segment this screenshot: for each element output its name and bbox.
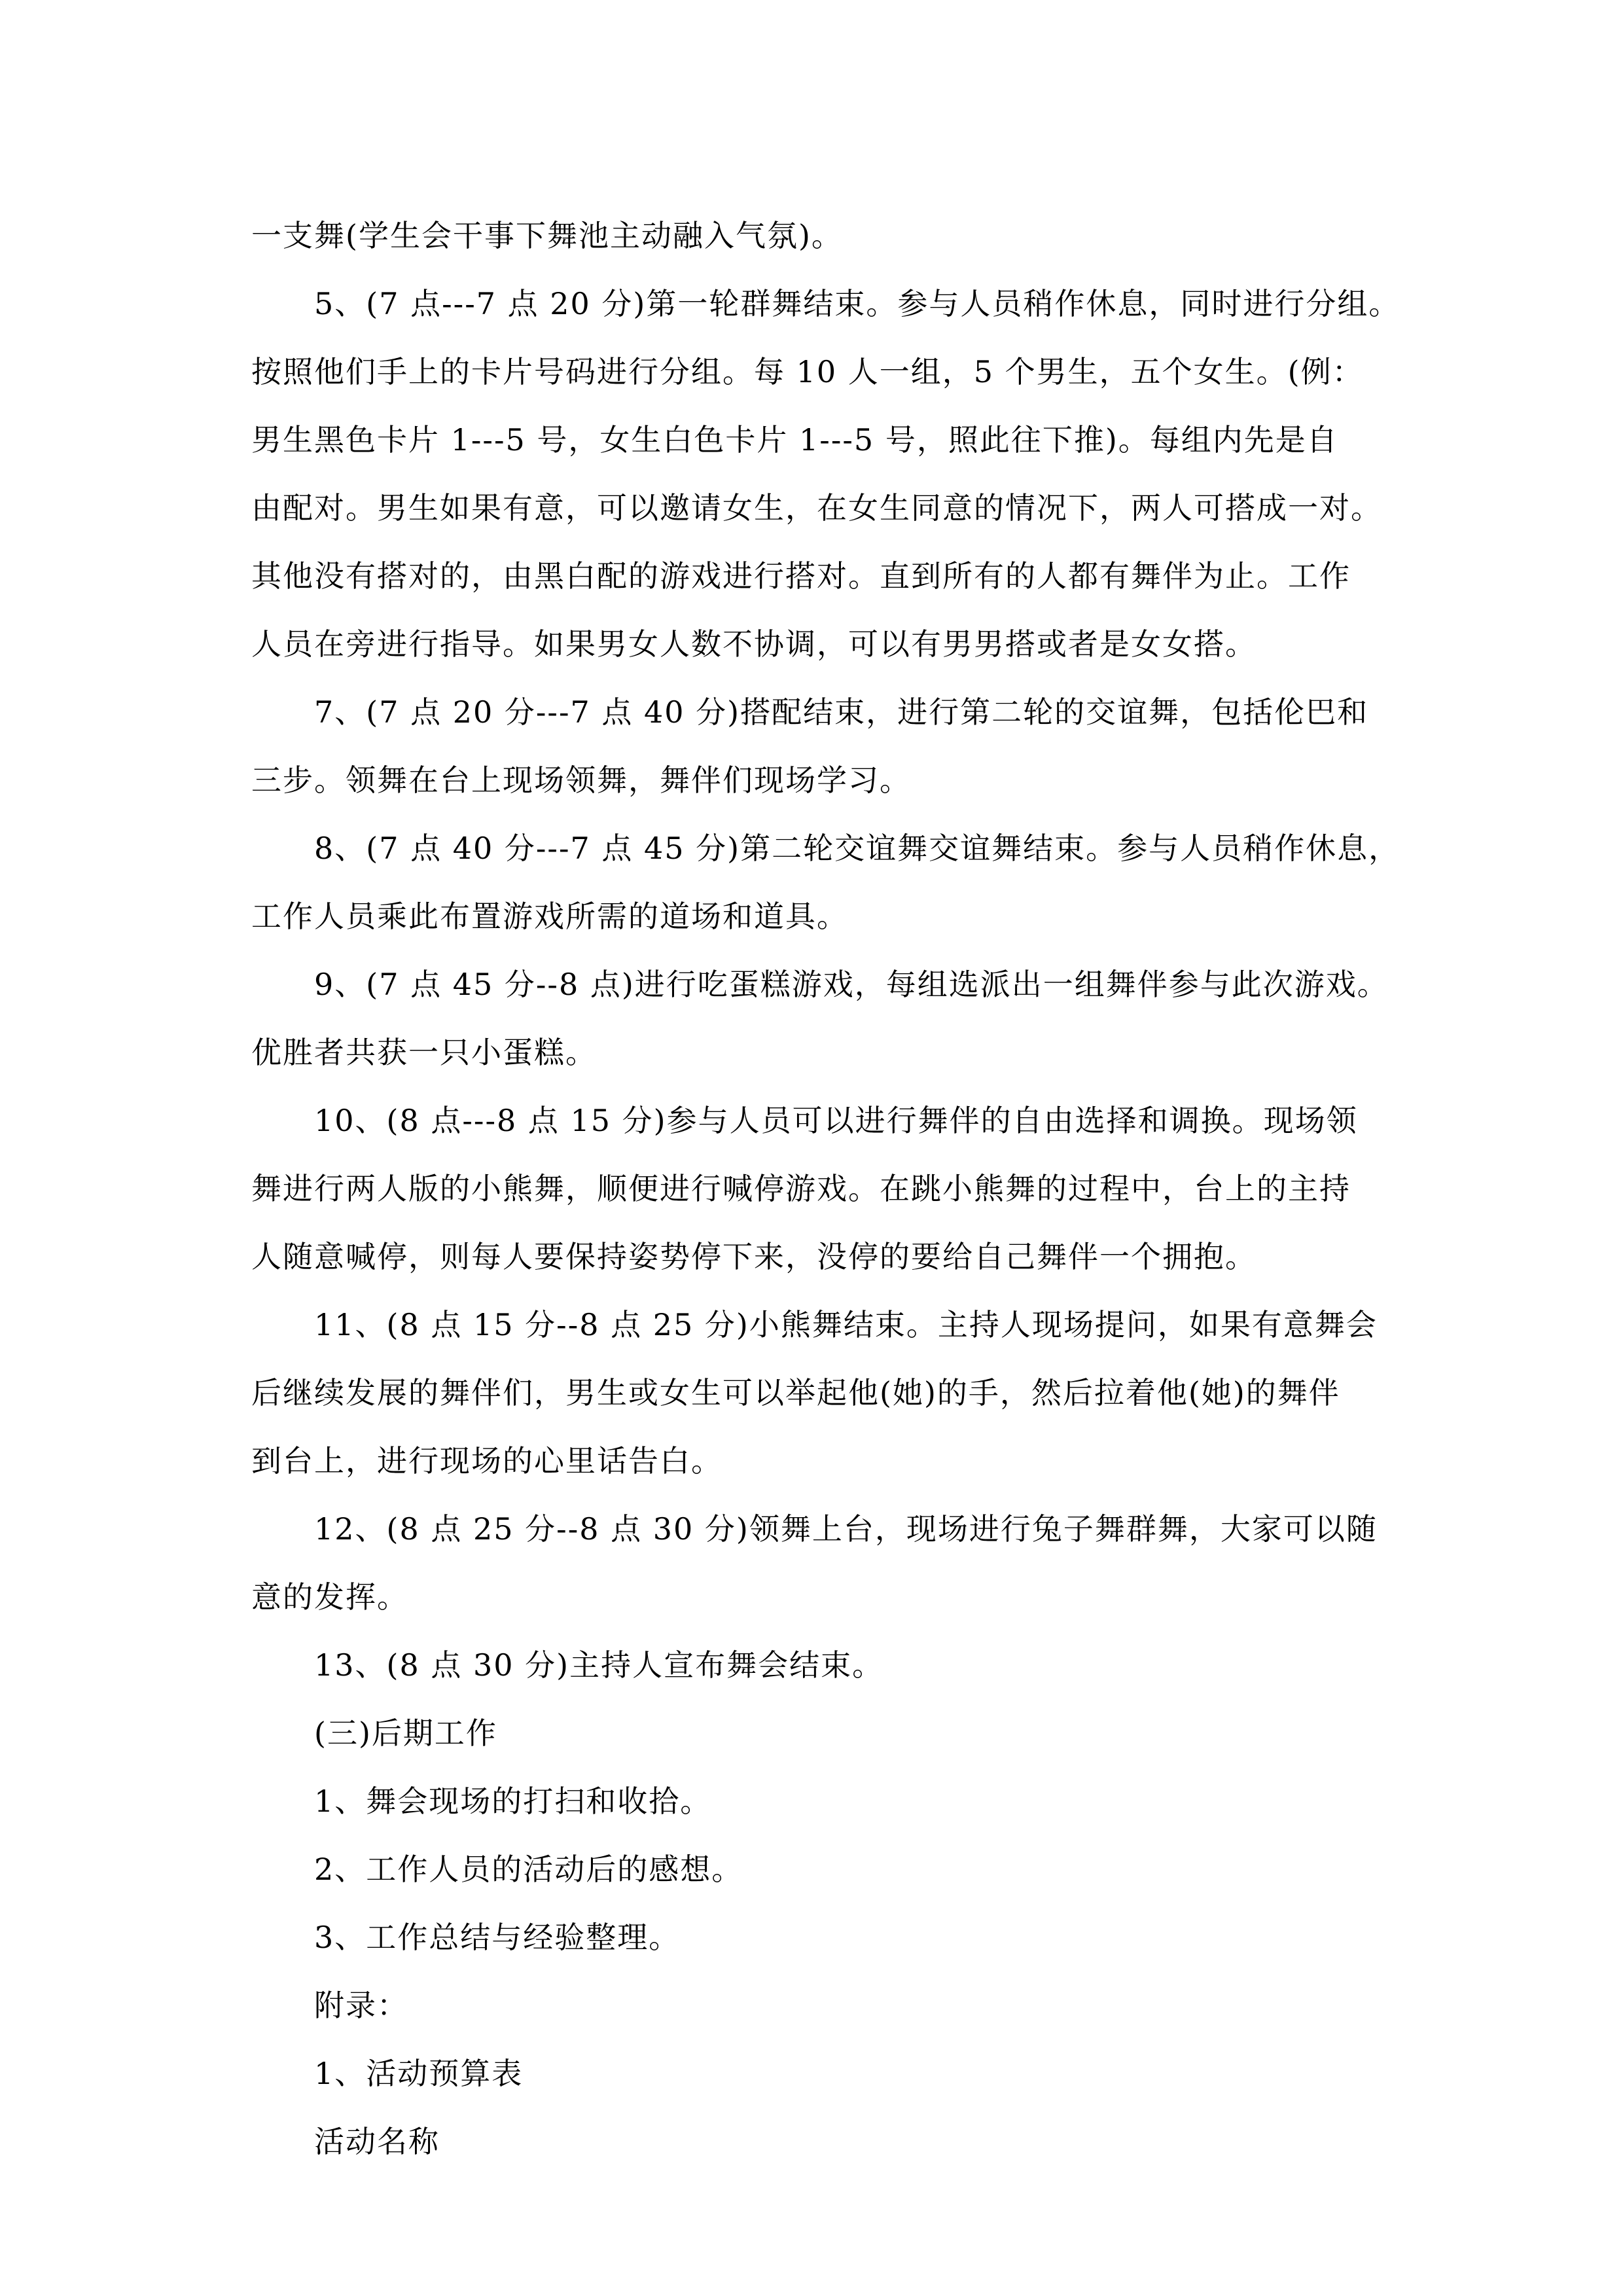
text-line: (三)后期工作 (314, 1715, 497, 1751)
text-line: 男生黑色卡片 1---5 号，女生白色卡片 1---5 号，照此往下推)。每组内先是自 (251, 422, 1338, 457)
text-line: 2、工作人员的活动后的感想。 (314, 1852, 743, 1887)
text-line: 后继续发展的舞伴们，男生或女生可以举起他(她)的手，然后拉着他(她)的舞伴 (251, 1375, 1340, 1410)
paragraph (251, 950, 1416, 1086)
text-line: 意的发挥。 (251, 1579, 408, 1615)
paragraph (251, 270, 1416, 678)
paragraph (251, 202, 1416, 270)
text-line: 一支舞(学生会干事下舞池主动融入气氛)。 (251, 218, 843, 253)
text-line: 13、(8 点 30 分)主持人宣布舞会结束。 (314, 1647, 884, 1683)
text-line: 7、(7 点 20 分---7 点 40 分)搭配结束，进行第二轮的交谊舞，包括伦巴和 (314, 694, 1369, 730)
text-line: 由配对。男生如果有意，可以邀请女生，在女生同意的情况下，两人可搭成一对。 (251, 490, 1382, 526)
paragraph (251, 2108, 1416, 2176)
text-line: 1、活动预算表 (314, 2056, 524, 2091)
text-line: 活动名称 (314, 2124, 440, 2159)
text-line: 人随意喊停，则每人要保持姿势停下来，没停的要给自己舞伴一个拥抱。 (251, 1239, 1257, 1274)
paragraph (251, 1903, 1416, 1971)
text-line: 工作人员乘此布置游戏所需的道场和道具。 (251, 899, 848, 934)
paragraph (251, 1291, 1416, 1495)
paragraph (251, 2039, 1416, 2108)
text-line: 3、工作总结与经验整理。 (314, 1920, 681, 1955)
paragraph (251, 814, 1416, 950)
text-line: 三步。领舞在台上现场领舞，舞伴们现场学习。 (251, 762, 911, 798)
text-line: 优胜者共获一只小蛋糕。 (251, 1035, 597, 1070)
paragraph (251, 1971, 1416, 2039)
paragraph (251, 1699, 1416, 1767)
text-line: 舞进行两人版的小熊舞，顺便进行喊停游戏。在跳小熊舞的过程中，台上的主持 (251, 1171, 1351, 1206)
text-line: 到台上，进行现场的心里话告白。 (251, 1443, 722, 1479)
text-line: 人员在旁进行指导。如果男女人数不协调，可以有男男搭或者是女女搭。 (251, 626, 1257, 662)
text-line: 10、(8 点---8 点 15 分)参与人员可以进行舞伴的自由选择和调换。现场领 (314, 1103, 1358, 1138)
paragraph (251, 1835, 1416, 1903)
text-line: 8、(7 点 40 分---7 点 45 分)第二轮交谊舞交谊舞结束。参与人员稍作休息， (314, 831, 1400, 866)
text-line: 附录： (314, 1988, 408, 2023)
text-line: 12、(8 点 25 分--8 点 30 分)领舞上台，现场进行兔子舞群舞，大家可以随 (314, 1511, 1378, 1547)
text-line: 9、(7 点 45 分--8 点)进行吃蛋糕游戏，每组选派出一组舞伴参与此次游戏。 (314, 967, 1389, 1002)
text-line: 其他没有搭对的，由黑白配的游戏进行搭对。直到所有的人都有舞伴为止。工作 (251, 558, 1351, 594)
text-line: 11、(8 点 15 分--8 点 25 分)小熊舞结束。主持人现场提问，如果有意舞会 (314, 1307, 1378, 1342)
text-line: 5、(7 点---7 点 20 分)第一轮群舞结束。参与人员稍作休息，同时进行分组。 (314, 286, 1400, 321)
text-line: 1、舞会现场的打扫和收拾。 (314, 1784, 712, 1819)
document-body (251, 202, 1416, 2176)
paragraph (251, 1086, 1416, 1291)
paragraph (251, 1495, 1416, 1631)
paragraph (251, 1631, 1416, 1699)
text-line: 按照他们手上的卡片号码进行分组。每 10 人一组，5 个男生，五个女生。(例： (251, 354, 1364, 389)
paragraph (251, 678, 1416, 814)
paragraph (251, 1767, 1416, 1835)
